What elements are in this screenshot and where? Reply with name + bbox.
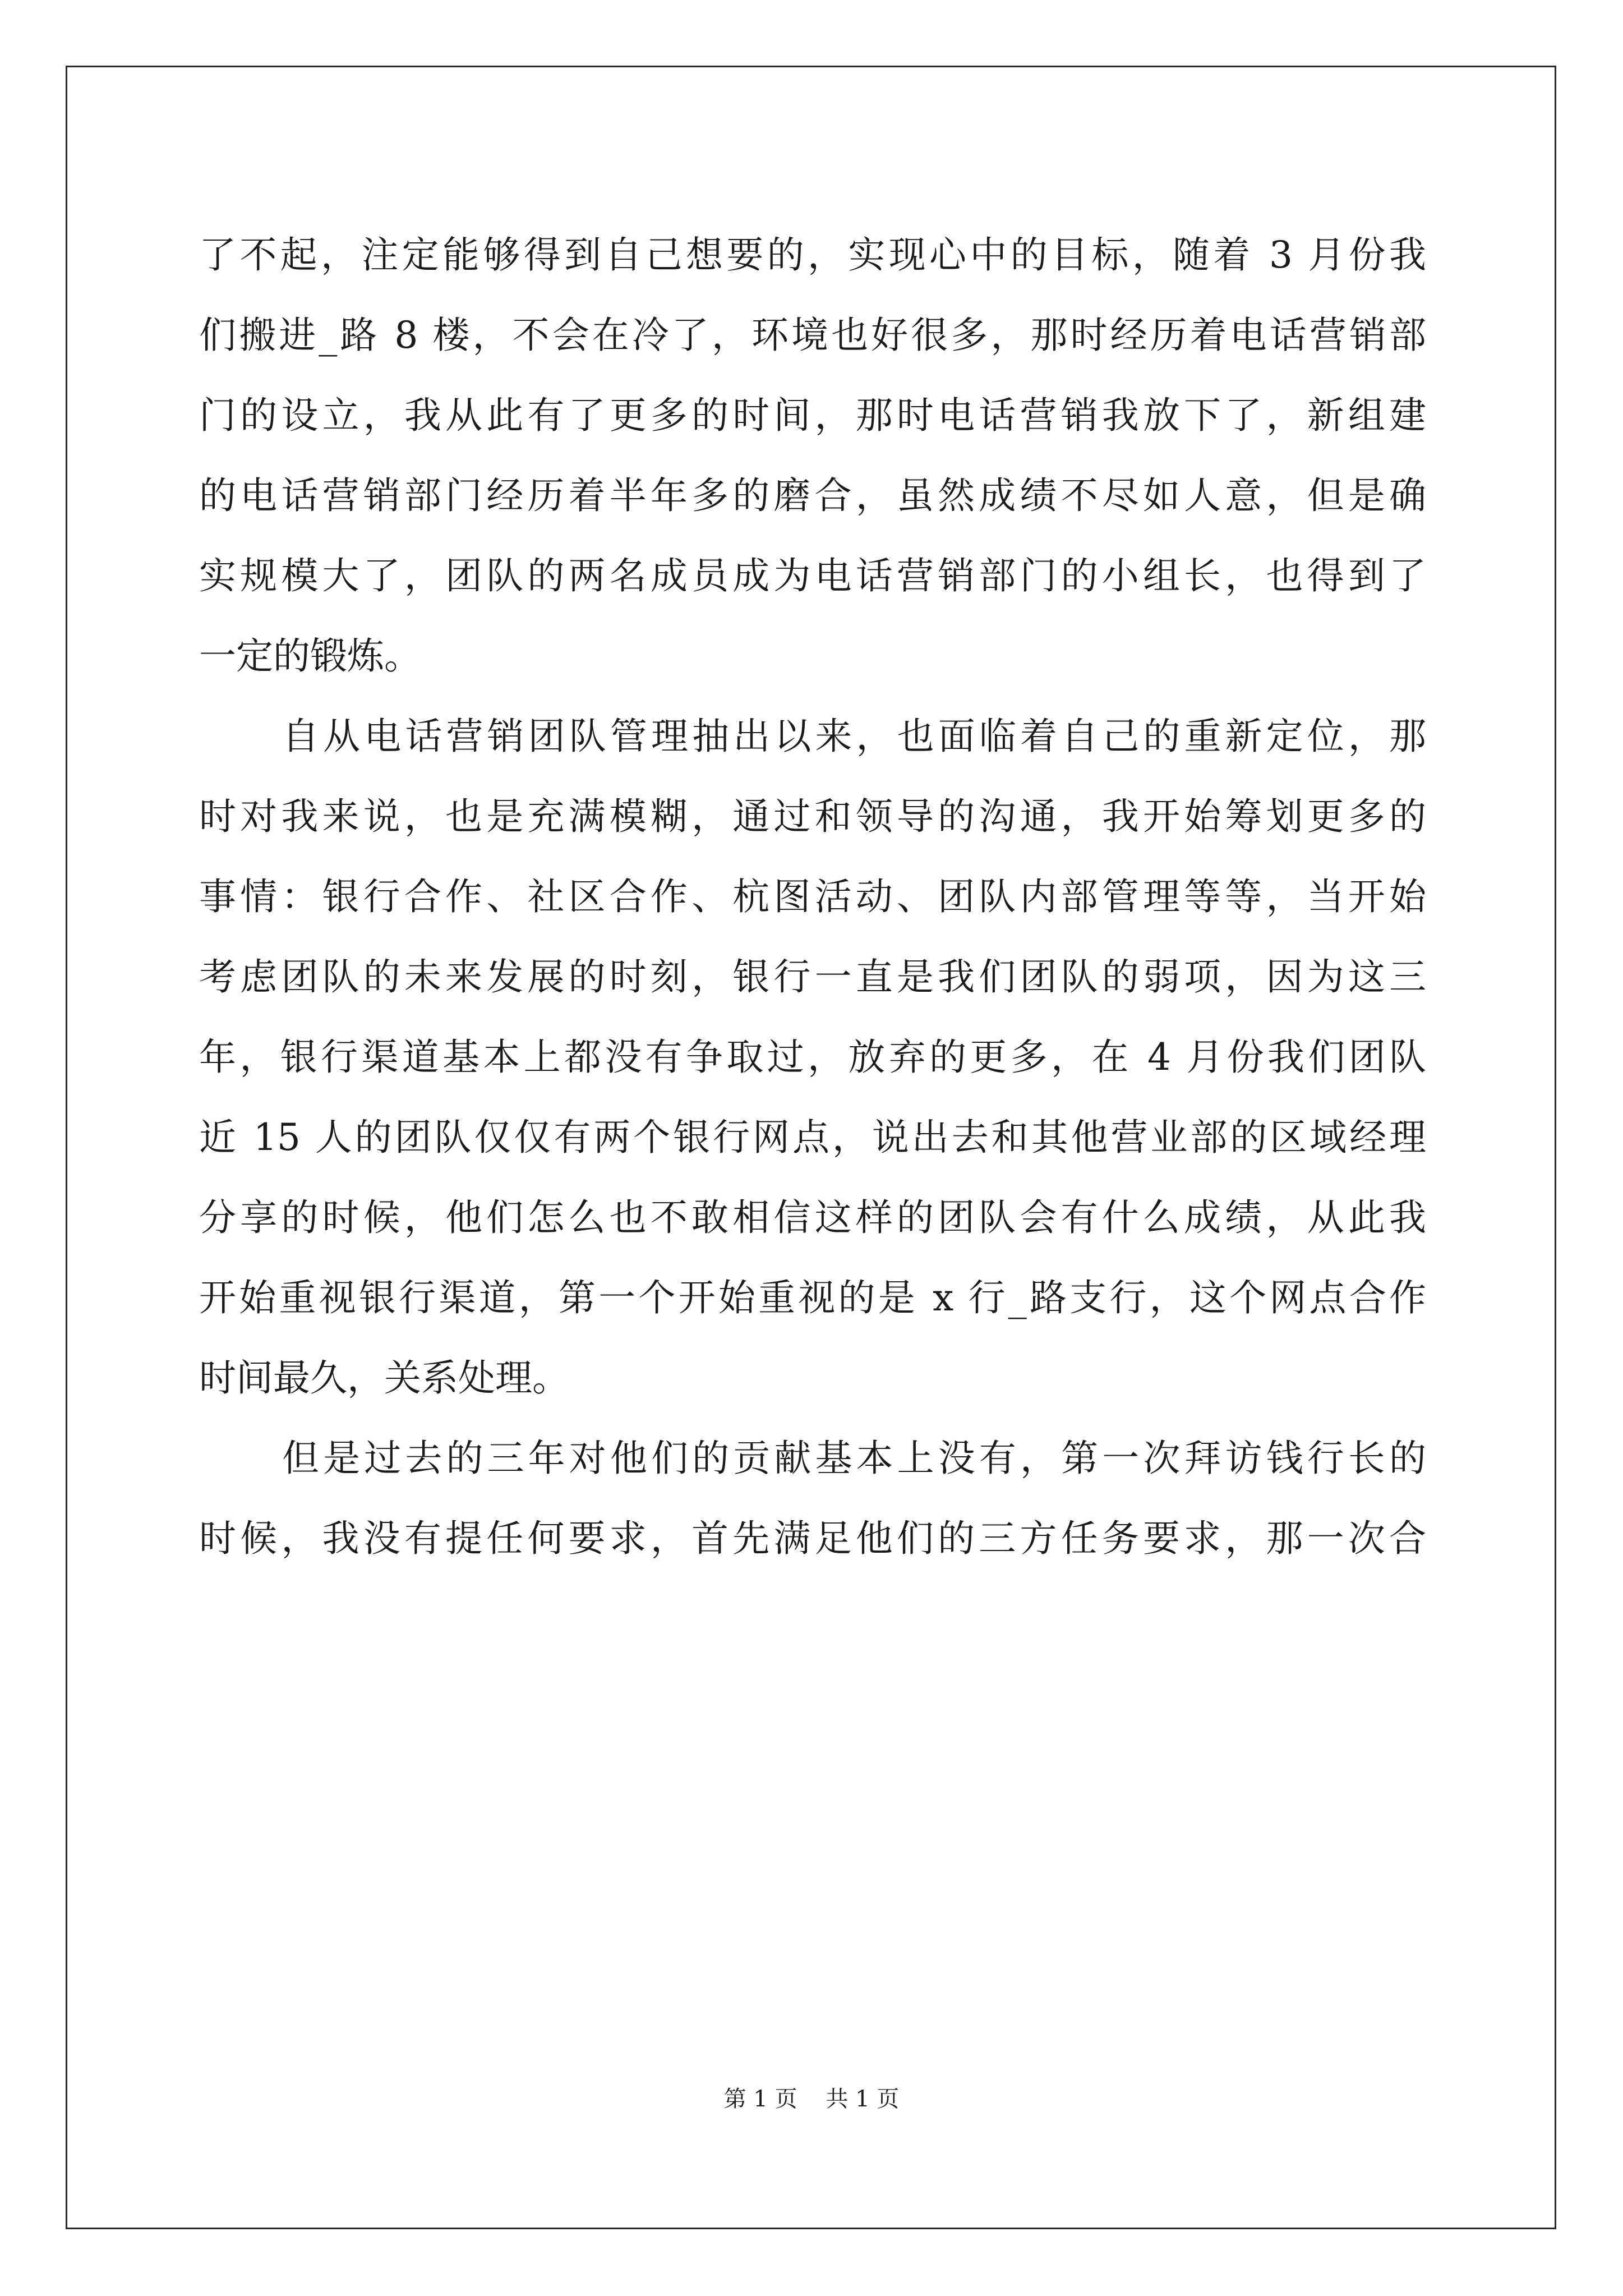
text-line: 自从电话营销团队管理抽出以来，也面临着自己的重新定位，那 xyxy=(282,715,1426,758)
text-line: 实规模大了，团队的两名成员成为电话营销部门的小组长，也得到了 xyxy=(199,554,1426,597)
text-line: 分享的时候，他们怎么也不敢相信这样的团队会有什么成绩，从此我 xyxy=(199,1196,1426,1239)
text-line: 时对我来说，也是充满模糊，通过和领导的沟通，我开始筹划更多的 xyxy=(199,795,1426,838)
text-line: 考虑团队的未来发展的时刻，银行一直是我们团队的弱项，因为这三 xyxy=(199,955,1426,999)
text-line: 时候，我没有提任何要求，首先满足他们的三方任务要求，那一次合 xyxy=(199,1517,1426,1560)
text-line: 时间最久，关系处理。 xyxy=(199,1356,569,1400)
text-line: 门的设立，我从此有了更多的时间，那时电话营销我放下了，新组建 xyxy=(199,394,1426,437)
text-line: 开始重视银行渠道，第一个开始重视的是 x 行_路支行，这个网点合作 xyxy=(199,1276,1426,1319)
page-number-footer: 第 1 页 共 1 页 xyxy=(723,2086,900,2112)
text-line: 们搬进_路 8 楼，不会在冷了，环境也好很多，那时经历着电话营销部 xyxy=(199,314,1426,357)
document-body xyxy=(199,215,1426,1579)
text-line: 事情：银行合作、社区合作、杭图活动、团队内部管理等等，当开始 xyxy=(199,875,1426,918)
text-line: 年，银行渠道基本上都没有争取过，放弃的更多，在 4 月份我们团队 xyxy=(199,1036,1426,1079)
text-line: 的电话营销部门经历着半年多的磨合，虽然成绩不尽如人意，但是确 xyxy=(199,474,1426,517)
text-line: 了不起，注定能够得到自己想要的，实现心中的目标，随着 3 月份我 xyxy=(199,233,1426,277)
text-line: 但是过去的三年对他们的贡献基本上没有，第一次拜访钱行长的 xyxy=(282,1437,1426,1480)
text-line: 近 15 人的团队仅仅有两个银行网点，说出去和其他营业部的区域经理 xyxy=(199,1116,1426,1159)
text-line: 一定的锻炼。 xyxy=(199,634,421,678)
